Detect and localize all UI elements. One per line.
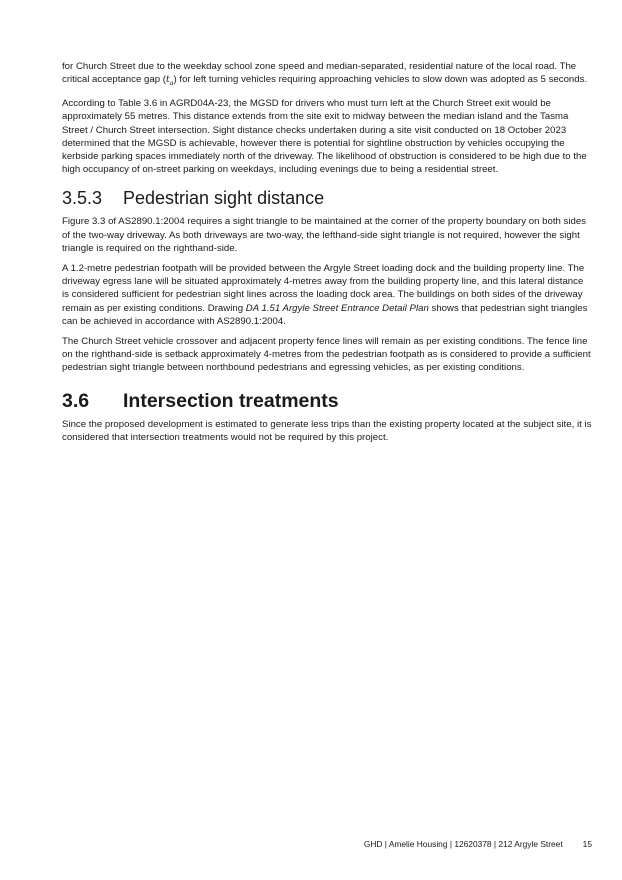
paragraph-intersection: Since the proposed development is estimated to generate less trips than the existing property located at the subject site, it is considered that intersection treatments would not be required by this project. [62, 418, 592, 443]
heading-title: Intersection treatments [123, 389, 339, 412]
heading-number: 3.6 [62, 389, 90, 412]
paragraph-text: ) for left turning vehicles requiring approaching vehicles to slow down was adopted as 5 seconds. [173, 74, 588, 86]
drawing-reference: DA 1.51 Argyle Street Entrance Detail Plan [245, 302, 429, 314]
footer-text: GHD | Amelie Housing | 12620378 | 212 Argyle Street [363, 839, 563, 849]
page-number: 15 [582, 839, 592, 849]
paragraph-text: A 1.2-metre pedestrian footpath will be provided between the Argyle Street loading dock and the building property line. The driveway egress lane will be situated approximately 4-metres away from the building property line, and this lateral distance is considered sufficient for pedestrian sight lines across the loading dock area. The buildings on both sides of the driveway remain as per existing conditions. Drawing [62, 263, 585, 314]
paragraph-sight-triangle: Figure 3.3 of AS2890.1:2004 requires a sight triangle to be maintained at the corner of the property boundary on both sides of the two-way driveway. As both driveways are two-way, the lefthand-side sight triangle is not required, however the sight triangle is required on the righthand-side. [62, 216, 587, 254]
heading-number: 3.5.3 [62, 188, 103, 209]
heading-intersection-treatments [62, 389, 592, 413]
paragraph-critical-gap [62, 60, 592, 90]
symbol-subscript: a [169, 79, 174, 87]
page-footer [0, 839, 592, 850]
heading-title: Pedestrian sight distance [123, 188, 325, 209]
symbol-ta [166, 75, 174, 85]
paragraph-text: for Church Street due to the weekday school zone speed and median-separated, residential nature of the local road. The critical acceptance gap ( [62, 61, 577, 86]
paragraph-footpath [62, 262, 592, 328]
heading-pedestrian-sight-distance [62, 187, 592, 209]
symbol-base: t [165, 75, 170, 86]
document-page [62, 60, 592, 451]
paragraph-mgsd: According to Table 3.6 in AGRD04A-23, the MGSD for drivers who must turn left at the Church Street exit would be approximately 55 metres. This distance extends from the site exit to midway between the median island and the Tasma Street / Church Street intersection. Sight distance checks undertaken during a site visit conducted on 18 October 2023 determined that the MGSD is achievable, however there is potential for sightline obstruction by vehicles occupying the kerbside parking spaces immediately north of the driveway. The likelihood of obstruction is considered to be high due to the high occupancy of on-street parking on weekdays, including evenings due to being a residential street. [62, 98, 587, 176]
paragraph-text: shows that pedestrian sight triangles can be achieved in accordance with AS2890.1:2004. [62, 302, 588, 327]
paragraph-church-street: The Church Street vehicle crossover and adjacent property fence lines will remain as per existing conditions. The fence line on the righthand-side is setback approximately 4-metres from the pedestrian footpath as is considered to provide a sufficient pedestrian sight triangle between northbound pedestrians and egressing vehicles, as per existing conditions. [62, 336, 591, 374]
